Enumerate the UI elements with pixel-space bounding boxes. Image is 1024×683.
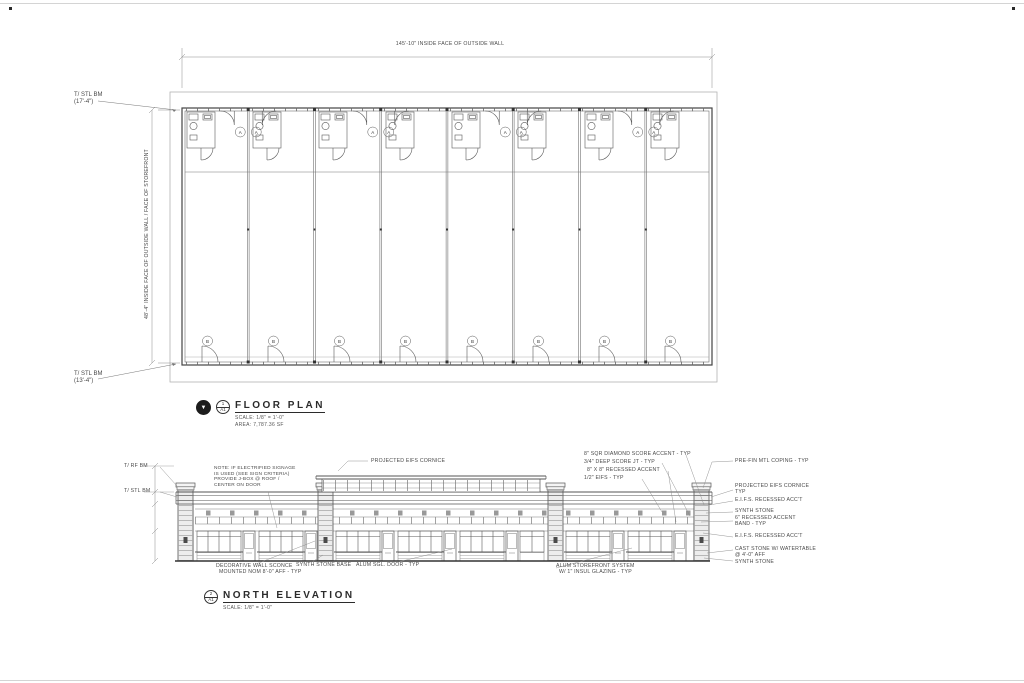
signage-note-line: CENTER ON DOOR [214, 482, 261, 488]
stone-pilasters [176, 483, 711, 561]
entry-door-swings [220, 111, 674, 137]
door-tag-a: A [371, 130, 375, 135]
bottom-note-storefront-1: ALUM STOREFRONT SYSTEM [556, 563, 635, 569]
level-label-bottom-line1: T/ STL BM [74, 371, 103, 377]
door-tag-a: A [238, 130, 242, 135]
center-parapet [316, 476, 546, 492]
plan-top-dimension: 145'-10" INSIDE FACE OF OUTSIDE WALL [395, 41, 505, 47]
level-label-top-line1: T/ STL BM [74, 92, 103, 98]
level-label-bottom [74, 371, 102, 385]
rear-door-swings [202, 336, 681, 362]
elevation-detail-bubble [204, 590, 218, 604]
elevation-title: NORTH ELEVATION [223, 590, 355, 601]
door-tag-b: B [337, 339, 342, 344]
right-note-cornice-1: PROJECTED EIFS CORNICE [735, 483, 810, 489]
signage-note-line: PROVIDE J-BOX @ ROOF / [214, 477, 280, 483]
bottom-note-stonebase: SYNTH STONE BASE [296, 562, 352, 568]
level-label-top-line2: (17'-4") [74, 99, 94, 105]
elev-level-label-1: T/ RF BM [124, 463, 148, 469]
level-label-top [74, 92, 102, 106]
right-note-band-1: 6" RECESSED ACCENT [735, 515, 796, 521]
bottom-note-storefront-2: W/ 1" INSUL GLAZING - TYP [559, 569, 632, 575]
right-note-cornice-2: TYP [735, 489, 746, 495]
elevation-titleblock [204, 590, 355, 611]
door-tag-b: B [536, 339, 541, 344]
right-note-coping: PRE-FIN MTL COPING - TYP [735, 458, 809, 464]
door-tag-a: A [254, 130, 258, 135]
floor-plan-scale: SCALE: 1/8" = 1'-0" [235, 414, 285, 421]
floor-plan-title-group [235, 400, 325, 428]
floor-plan-title: FLOOR PLAN [235, 400, 325, 411]
floor-plan-detail-bubble [216, 400, 230, 414]
right-note-band-2: BAND - TYP [735, 521, 767, 527]
bubble-number: 2 [205, 591, 217, 598]
door-tag-b: B [205, 339, 210, 344]
score-note-3: 8" X 8" RECESSED ACCENT [587, 467, 660, 473]
floor-plan-area: AREA: 7,787.36 SF [235, 422, 284, 428]
score-note-1: 8" SQR DIAMOND SCORE ACCENT - TYP [584, 451, 691, 457]
bubble-sheet: A1 [208, 597, 214, 602]
parapet-cornice [176, 492, 712, 504]
door-tag-a: A [503, 130, 507, 135]
score-note-4: 1/2" EIFS - TYP [584, 475, 624, 481]
right-note-synthstone-2: SYNTH STONE [735, 559, 774, 565]
door-tag-a: A [519, 130, 523, 135]
cornice-callout: PROJECTED EIFS CORNICE [371, 458, 446, 464]
score-note-2: 3/4" DEEP SCORE JT - TYP [584, 459, 655, 465]
elevation-scale: SCALE: 1/8" = 1'-0" [223, 604, 273, 611]
restrooms [187, 112, 679, 160]
door-tag-a: A [652, 130, 656, 135]
door-tag-a: A [387, 130, 391, 135]
elev-level-label-2: T/ STL BM [124, 488, 151, 494]
bottom-note-sconce-1: DECORATIVE WALL SCONCE [216, 563, 293, 569]
elevation-dimensions [144, 463, 174, 564]
door-tag-b: B [602, 339, 607, 344]
door-tag-a: A [636, 130, 640, 135]
signage-note [214, 466, 296, 488]
door-tag-b: B [403, 339, 408, 344]
storefront-bays [195, 531, 686, 561]
plan-left-dimension: 48'-4" INSIDE FACE OF OUTSIDE WALL / FACE OF STOREFRONT [144, 149, 150, 319]
signage-note-line: IS USED (SEE SIGN CRITERIA) [214, 471, 290, 477]
right-note-recessed-2: E.I.F.S. RECESSED ACC'T [735, 533, 803, 539]
door-tag-b: B [668, 339, 673, 344]
right-note-synthstone-1: SYNTH STONE [735, 508, 774, 514]
plan-dimensions [98, 48, 715, 379]
bubble-number: 1 [217, 401, 229, 408]
north-arrow-icon: ▼ [196, 400, 211, 415]
floor-plan-titleblock [196, 400, 325, 428]
floor-plan-drawing [98, 48, 717, 382]
signage-note-line: NOTE: IF ELECTRIFIED SIGNAGE [214, 466, 296, 471]
level-label-bottom-line2: (13'-4") [74, 378, 94, 384]
door-tag-b: B [271, 339, 276, 344]
bubble-sheet: A1 [220, 407, 226, 412]
right-note-caststone-1: CAST STONE W/ WATERTABLE [735, 546, 817, 552]
bottom-note-door: ALUM SGL. DOOR - TYP [356, 562, 420, 568]
door-tag-b: B [470, 339, 475, 344]
bottom-note-sconce-2: MOUNTED NOM 8'-0" AFF - TYP [219, 569, 302, 575]
elevation-title-group [223, 590, 355, 611]
right-note-caststone-2: @ 4'-0" AFF [735, 552, 766, 558]
right-note-recessed-1: E.I.F.S. RECESSED ACC'T [735, 497, 803, 503]
